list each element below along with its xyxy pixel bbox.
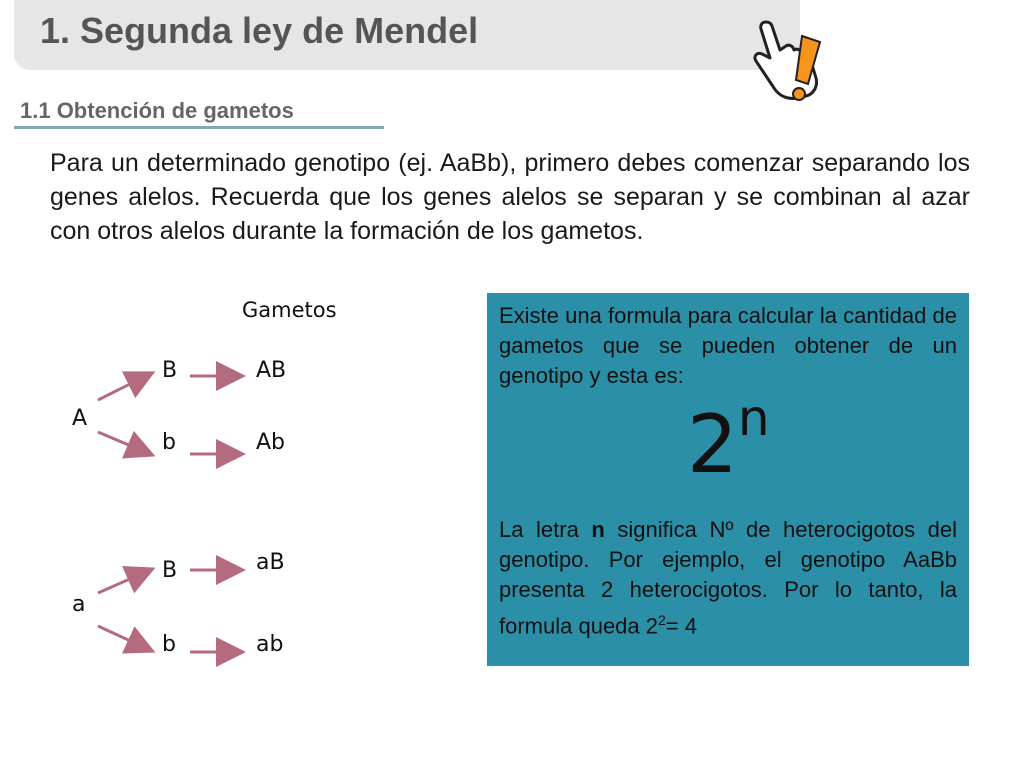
pointing-hand-exclamation-icon xyxy=(744,14,830,106)
gamete-label: Ab xyxy=(256,430,286,455)
explanation-bold-n: n xyxy=(591,517,605,542)
parent-allele: a xyxy=(72,592,86,617)
section-subtitle: 1.1 Obtención de gametos xyxy=(20,98,294,123)
formula xyxy=(687,389,770,491)
formula-info-box xyxy=(487,293,969,666)
arrow-a-B xyxy=(98,570,150,593)
allele-label: B xyxy=(162,558,178,583)
explanation-result: = 4 xyxy=(665,613,697,639)
explanation-text: significa Nº de heterocigotos del genotipo. Por ejemplo, el genotipo AaBb presenta 2 heterocigotos. Por lo tanto, la formula queda 2 xyxy=(499,517,957,639)
gamete-diagram xyxy=(0,290,480,690)
formula-explanation xyxy=(499,515,957,641)
formula-exponent: n xyxy=(737,389,770,447)
formula-intro-text: Existe una formula para calcular la cantidad de gametos que se pueden obtener de un genotipo y esta es: xyxy=(499,303,957,388)
gametes-heading: Gametos xyxy=(242,298,337,322)
allele-label: b xyxy=(162,632,176,657)
explanation-superscript: 2 xyxy=(658,612,666,628)
page-title: 1. Segunda ley de Mendel xyxy=(40,10,479,51)
intro-paragraph: Para un determinado genotipo (ej. AaBb), primero debes comenzar separando los genes alelos. Recuerda que los genes alelos se separan y se combinan al azar con otros alelos durante la formación de los gametos. xyxy=(50,149,970,245)
allele-label: b xyxy=(162,430,176,455)
subtitle-underline xyxy=(14,126,384,129)
arrows xyxy=(0,290,480,690)
arrow-a-b xyxy=(98,626,150,650)
gamete-label: aB xyxy=(256,550,285,575)
arrow-A-b xyxy=(98,432,150,454)
allele-label: B xyxy=(162,358,178,383)
arrow-A-B xyxy=(98,374,150,400)
explanation-text: La letra xyxy=(499,517,592,542)
gamete-label: ab xyxy=(256,632,284,657)
formula-base: 2 xyxy=(687,398,738,491)
parent-allele: A xyxy=(72,406,88,431)
gamete-label: AB xyxy=(256,358,287,383)
